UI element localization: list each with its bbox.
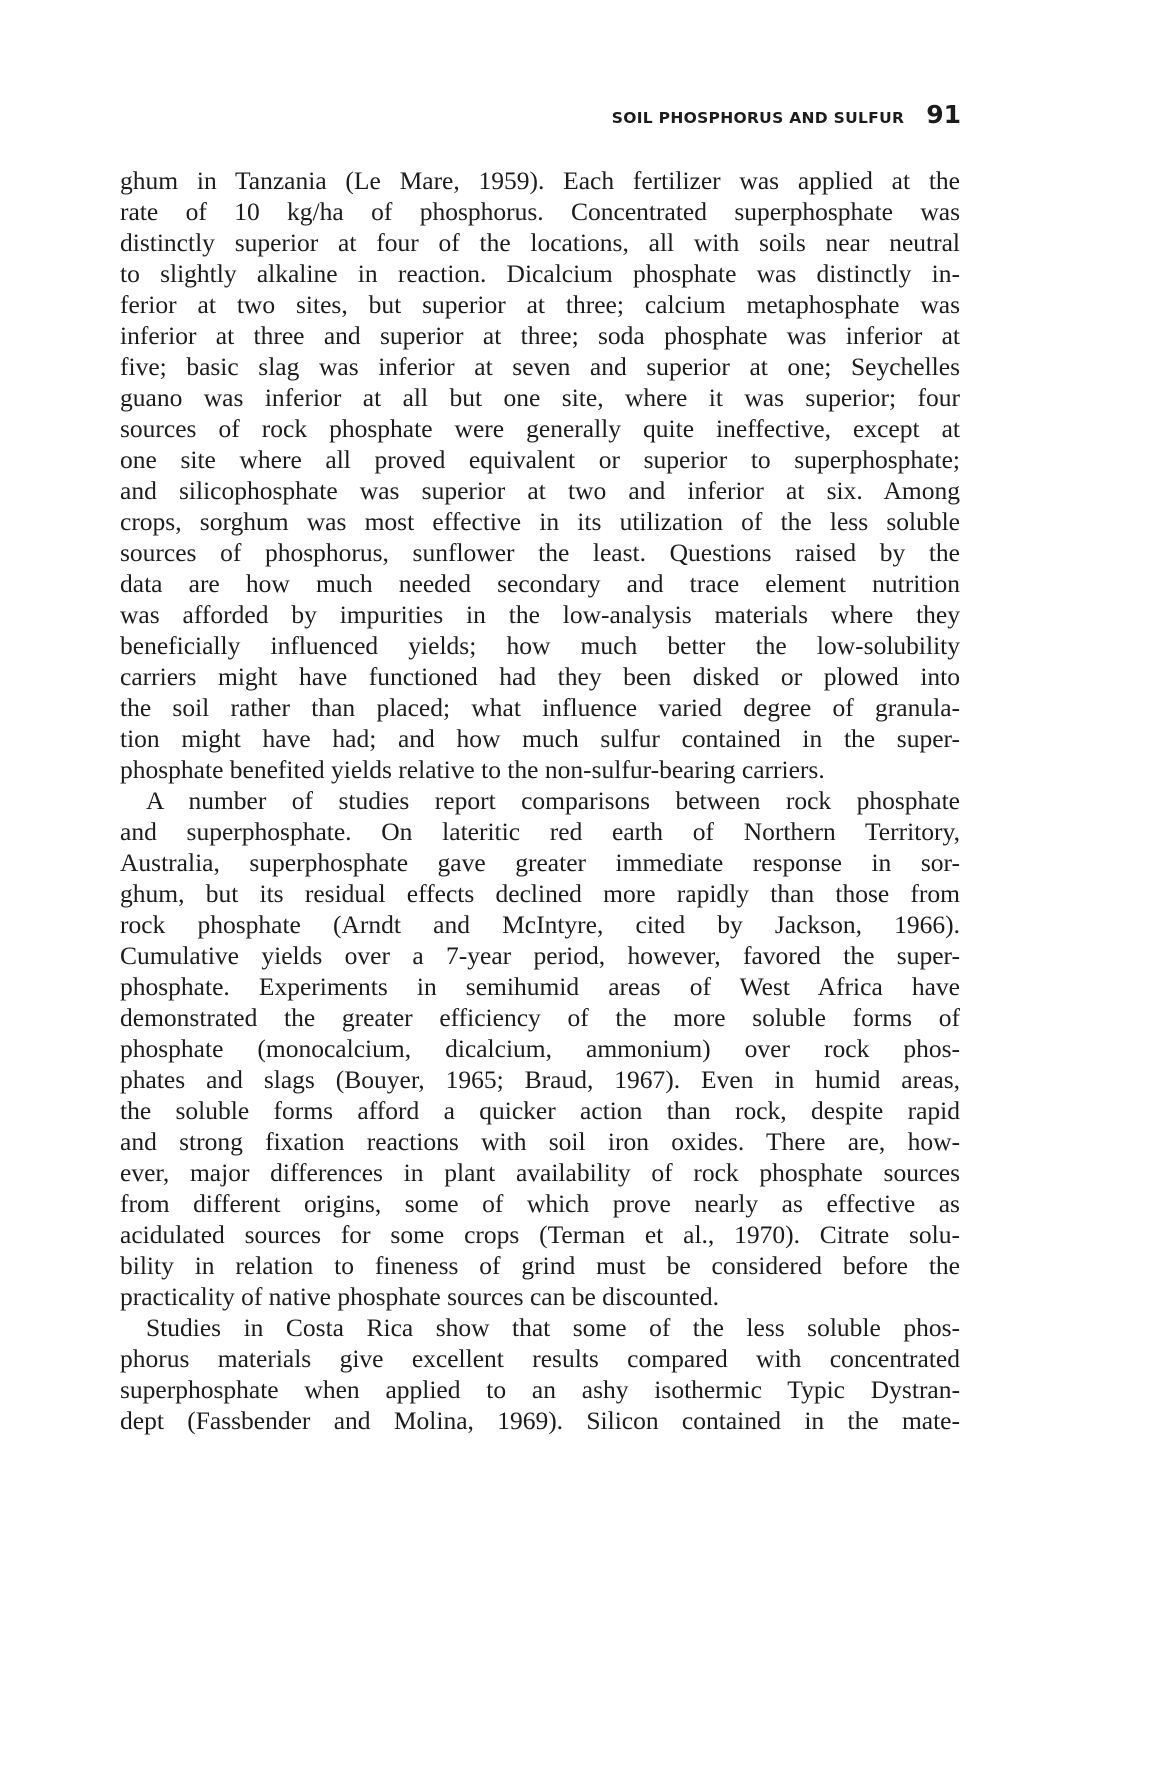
text-line: practicality of native phosphate sources can be discounted. xyxy=(120,1282,720,1311)
text-line: Cumulative yields over a 7-year period, however, favored the super- xyxy=(120,941,960,970)
text-line: and strong fixation reactions with soil iron oxides. There are, how- xyxy=(120,1127,960,1156)
page-number: 91 xyxy=(926,100,961,129)
text-line: tion might have had; and how much sulfur contained in the super- xyxy=(120,724,960,753)
text-line: was afforded by impurities in the low-analysis materials where they xyxy=(120,600,960,629)
text-line: from different origins, some of which prove nearly as effective as xyxy=(120,1189,960,1218)
text-line: bility in relation to fineness of grind must be considered before the xyxy=(120,1251,960,1280)
text-line: rate of 10 kg/ha of phosphorus. Concentrated superphosphate was xyxy=(120,197,960,226)
text-line: distinctly superior at four of the locations, all with soils near neutral xyxy=(120,228,960,257)
text-line: phosphate. Experiments in semihumid areas of West Africa have xyxy=(120,972,960,1001)
text-line: one site where all proved equivalent or superior to superphosphate; xyxy=(120,445,960,474)
text-line: A number of studies report comparisons between rock phosphate xyxy=(146,786,960,815)
text-line: demonstrated the greater efficiency of the more soluble forms of xyxy=(120,1003,960,1032)
text-line: phorus materials give excellent results compared with concentrated xyxy=(120,1344,960,1373)
text-line: carriers might have functioned had they been disked or plowed into xyxy=(120,662,960,691)
text-line: ferior at two sites, but superior at three; calcium metaphosphate was xyxy=(120,290,960,319)
text-line: sources of phosphorus, sunflower the least. Questions raised by the xyxy=(120,538,960,567)
text-line: acidulated sources for some crops (Terman et al., 1970). Citrate solu- xyxy=(120,1220,960,1249)
text-line: the soil rather than placed; what influence varied degree of granula- xyxy=(120,693,960,722)
text-line: beneficially influenced yields; how much better the low-solubility xyxy=(120,631,960,660)
text-line: Australia, superphosphate gave greater immediate response in sor- xyxy=(120,848,960,877)
paragraph-1 xyxy=(120,165,960,785)
text-line: superphosphate when applied to an ashy isothermic Typic Dystran- xyxy=(120,1375,960,1404)
text-line: and silicophosphate was superior at two and inferior at six. Among xyxy=(120,476,960,505)
text-line: five; basic slag was inferior at seven and superior at one; Seychelles xyxy=(120,352,960,381)
text-line: phates and slags (Bouyer, 1965; Braud, 1967). Even in humid areas, xyxy=(120,1065,960,1094)
text-line: rock phosphate (Arndt and McIntyre, cited by Jackson, 1966). xyxy=(120,910,960,939)
text-line: ghum in Tanzania (Le Mare, 1959). Each fertilizer was applied at the xyxy=(120,166,960,195)
text-line: and superphosphate. On lateritic red earth of Northern Territory, xyxy=(120,817,960,846)
text-line: Studies in Costa Rica show that some of the less soluble phos- xyxy=(146,1313,960,1342)
running-head xyxy=(612,100,961,129)
text-line: guano was inferior at all but one site, where it was superior; four xyxy=(120,383,960,412)
paragraph-2 xyxy=(120,785,960,1312)
text-line: to slightly alkaline in reaction. Dicalcium phosphate was distinctly in- xyxy=(120,259,960,288)
text-line: phosphate benefited yields relative to the non-sulfur-bearing carriers. xyxy=(120,755,825,784)
text-line: crops, sorghum was most effective in its utilization of the less soluble xyxy=(120,507,960,536)
paragraph-3 xyxy=(120,1312,960,1436)
text-line: ever, major differences in plant availability of rock phosphate sources xyxy=(120,1158,960,1187)
body-text xyxy=(120,165,960,1436)
text-line: the soluble forms afford a quicker action than rock, despite rapid xyxy=(120,1096,960,1125)
text-line: sources of rock phosphate were generally quite ineffective, except at xyxy=(120,414,960,443)
text-line: inferior at three and superior at three; soda phosphate was inferior at xyxy=(120,321,960,350)
text-line: ghum, but its residual effects declined more rapidly than those from xyxy=(120,879,960,908)
text-line: phosphate (monocalcium, dicalcium, ammonium) over rock phos- xyxy=(120,1034,960,1063)
text-line: dept (Fassbender and Molina, 1969). Silicon contained in the mate- xyxy=(120,1406,960,1435)
text-line: data are how much needed secondary and trace element nutrition xyxy=(120,569,960,598)
running-title: SOIL PHOSPHORUS AND SULFUR xyxy=(611,109,905,127)
